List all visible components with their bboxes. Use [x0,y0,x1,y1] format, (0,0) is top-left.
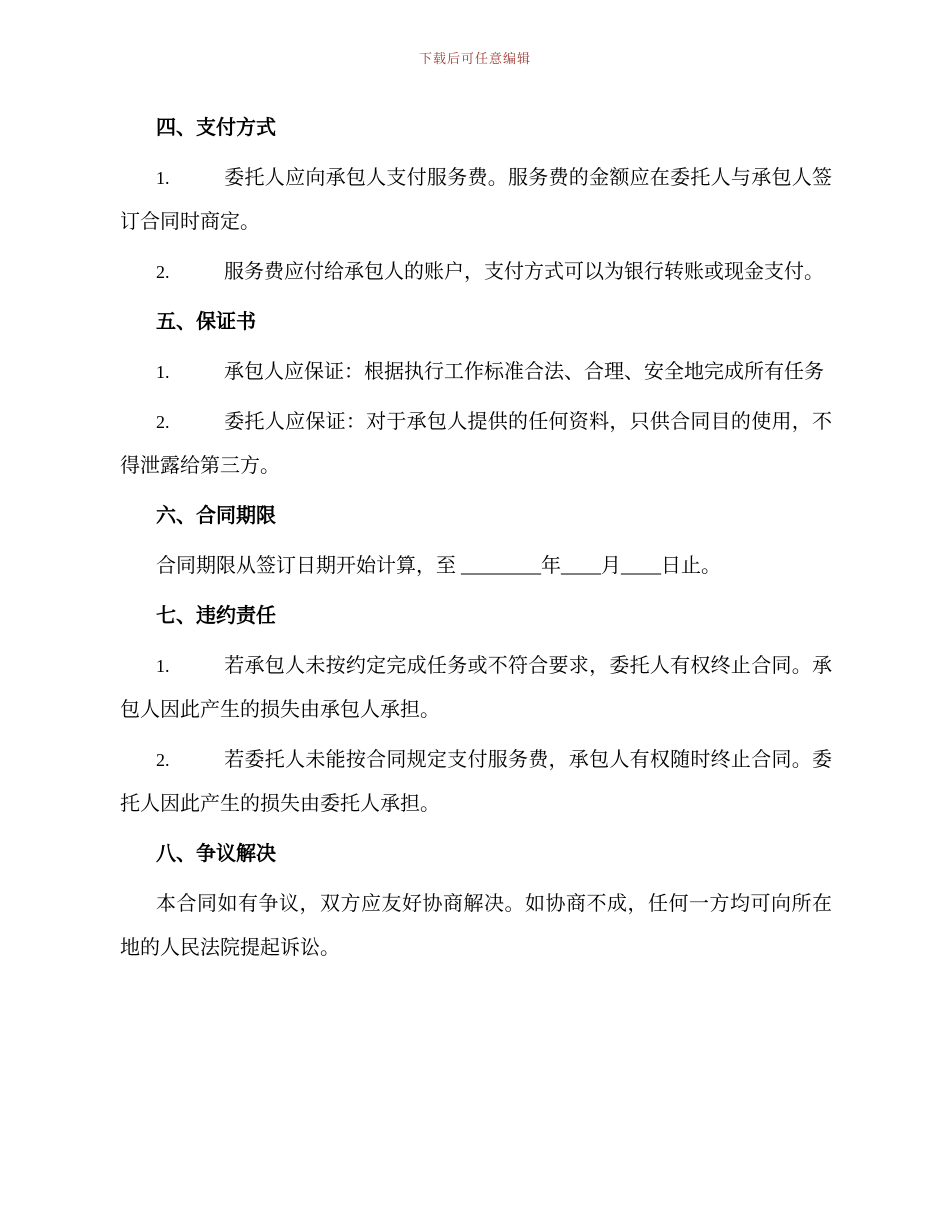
clause-number: 2. [156,412,170,432]
clause-text: 若承包人未按约定完成任务或不符合要求，委托人有权终止合同。承包人因此产生的损失由承包人承担。 [120,655,832,721]
clause-text: 委托人应向承包人支付服务费。服务费的金额应在委托人与承包人签订合同时商定。 [120,167,832,233]
clause-text: 委托人应保证：对于承包人提供的任何资料，只供合同目的使用，不得泄露给第三方。 [120,411,832,477]
clause-text: 承包人应保证：根据执行工作标准合法、合理、安全地完成所有任务 [224,361,824,383]
clause-number: 1. [156,362,170,382]
clause-number: 1. [156,168,170,188]
document-content [120,100,832,976]
contract-paragraph: 本合同如有争议，双方应友好协商解决。如协商不成，任何一方均可向所在地的人民法院提起诉讼。 [120,893,832,959]
contract-clause [120,738,832,826]
section-heading: 六、合同期限 [156,505,276,527]
clause-number: 2. [156,750,170,770]
clause-number: 2. [156,262,170,282]
contract-clause [120,400,832,488]
contract-clause [120,350,832,394]
section-guarantee [120,300,832,488]
section-heading: 五、保证书 [156,311,256,333]
section-heading: 四、支付方式 [156,117,276,139]
section-heading: 八、争议解决 [156,843,276,865]
section-breach [120,594,832,826]
clause-text: 服务费应付给承包人的账户，支付方式可以为银行转账或现金支付。 [224,261,824,283]
section-heading: 七、违约责任 [156,605,276,627]
section-dispute [120,832,832,970]
contract-clause [120,644,832,732]
clause-text: 若委托人未能按合同规定支付服务费，承包人有权随时终止合同。委托人因此产生的损失由委托人承担。 [120,749,832,815]
contract-paragraph: 合同期限从签订日期开始计算，至 ________年____月____日止。 [156,555,721,577]
section-term [120,494,832,588]
clause-number: 1. [156,656,170,676]
section-payment [120,106,832,294]
contract-clause [120,156,832,244]
edit-watermark: 下载后可任意编辑 [418,51,531,66]
contract-clause [120,250,832,294]
